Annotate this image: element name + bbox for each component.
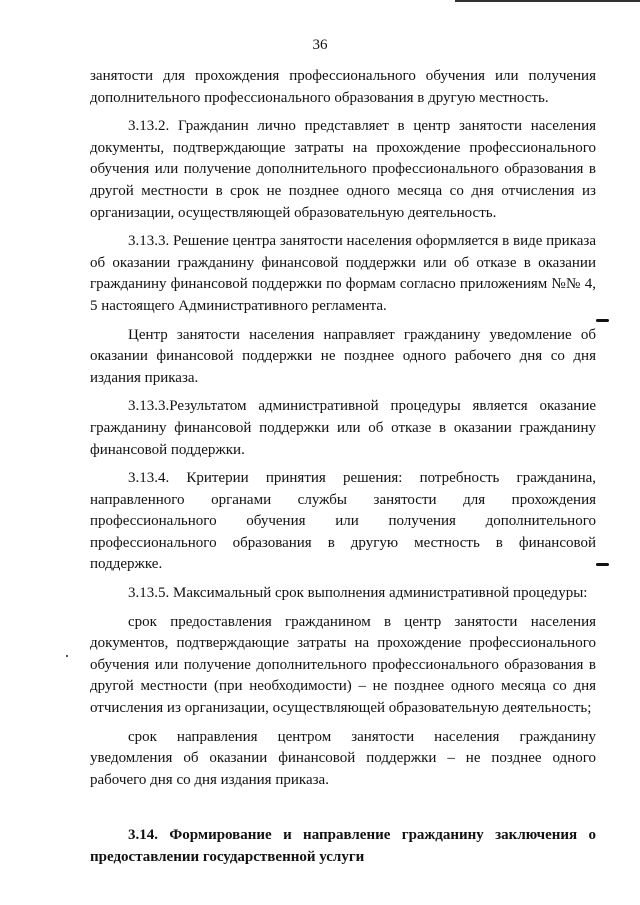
paragraph-continuation: занятости для прохождения профессионального обучения или получения дополнительного профессионального образования в другую местность. bbox=[90, 68, 596, 106]
margin-dash-mark bbox=[596, 319, 609, 322]
paragraph-3-13-4: 3.13.4. Критерии принятия решения: потребность гражданина, направленного органами службы занятости для прохождения профессионального обучения или получения дополнительного профессионального образования в другую местность в финансовой поддержке. bbox=[90, 470, 596, 573]
paragraph-3-13-3-result: 3.13.3.Результатом административной процедуры является оказание гражданину финансовой поддержки или об отказе в оказании гражданину финансовой поддержки. bbox=[90, 398, 596, 458]
margin-dash-mark bbox=[596, 563, 609, 566]
scan-speck bbox=[66, 655, 68, 657]
page-number: 36 bbox=[312, 37, 328, 53]
section-heading-3-14: 3.14. Формирование и направление гражданину заключения о предоставлении государственной услуги bbox=[90, 827, 596, 865]
paragraph-3-13-2: 3.13.2. Гражданин лично представляет в центр занятости населения документы, подтверждающие затраты на прохождение профессионального обучения или получение дополнительного профессионального образования в другой местности в срок не позднее одного месяца со дня отчисления из организации, осуществляющей образовательную деятельность. bbox=[90, 118, 596, 221]
paragraph-3-13-5: 3.13.5. Максимальный срок выполнения административной процедуры: bbox=[128, 585, 588, 602]
top-border-line bbox=[455, 0, 640, 2]
paragraph-notification: Центр занятости населения направляет гражданину уведомление об оказании финансовой поддержки не позднее одного рабочего дня со дня издания приказа. bbox=[90, 326, 596, 386]
list-item-document-deadline: срок предоставления гражданином в центр занятости населения документов, подтверждающие затраты на прохождение профессионального обучения или получение дополнительного профессионального образования в другой местности (при необходимости) – не позднее одного месяца со дня отчисления из организации, осуществляющей образовательную деятельность; bbox=[90, 613, 596, 717]
paragraph-3-13-3: 3.13.3. Решение центра занятости населения оформляется в виде приказа об оказании гражданину финансовой поддержки или об отказе в оказании гражданину финансовой поддержки по формам согласно приложениям №№ 4, 5 настоящего Административного регламента. bbox=[90, 233, 597, 314]
list-item-notification-deadline: срок направления центром занятости населения гражданину уведомления об оказании финансовой поддержки – не позднее одного рабочего дня со дня издания приказа. bbox=[90, 728, 596, 788]
document-body bbox=[90, 66, 596, 876]
